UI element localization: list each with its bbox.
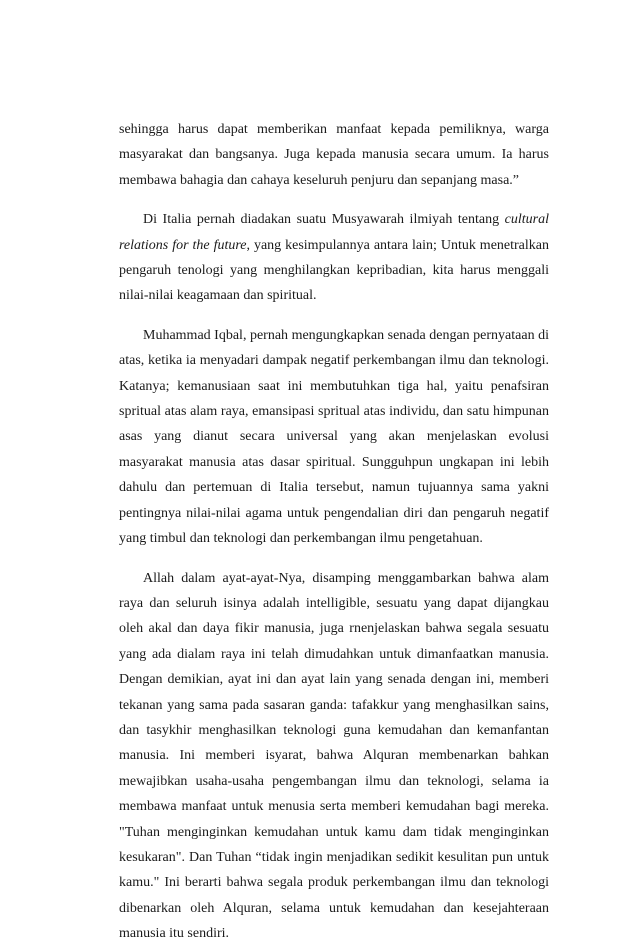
paragraph-2-text-b: , yang kesimpulannya antara lain; Untuk menetralkan pengaruh tenologi yang menghilangkan kepribadian, kita harus menggali nilai-nilai keagamaan dan spiritual. (119, 237, 549, 304)
paragraph-1 (119, 117, 549, 193)
paragraph-3-text: Muhammad Iqbal, pernah mengungkapkan senada dengan pernyataan di atas, ketika ia menyadari dampak negatif perkembangan ilmu dan teknologi. Katanya; kemanusiaan saat ini membutuhkan tiga hal, yaitu penafsiran spritual atas alam raya, emansipasi spritual atas individu, dan satu himpunan asas yang dianut secara universal yang akan menjelaskan evolusi masyarakat manusia atas dasar spiritual. Sungguhpun ungkapan ini lebih dahulu dan pertemuan di Italia tersebut, namun tujuannya sama yakni pentingnya nilai-nilai agama untuk pengendalian diri dan pengaruh negatif yang timbul dan teknologi dan perkembangan ilmu pengetahuan. (119, 327, 549, 547)
paragraph-2-italic-term: cultural relations for the future (119, 212, 549, 253)
document-page (119, 117, 549, 947)
paragraph-4 (119, 566, 549, 947)
paragraph-4-text: Allah dalam ayat-ayat-Nya, disamping menggambarkan bahwa alam raya dan seluruh isinya adalah intelligible, sesuatu yang dapat dijangkau oleh akal dan daya fikir manusia, juga rnenjelaskan bahwa segala sesuatu yang ada dialam raya ini telah dimudahkan untuk dimanfaatkan manusia. Dengan demikian, ayat ini dan ayat lain yang senada dengan ini, memberi tekanan yang sama pada sasaran ganda: tafakkur yang menghasilkan sains, dan tasykhir menghasilkan teknologi guna kemudahan dan kemanfantan manusia. Ini memberi isyarat, bahwa Alquran membenarkan bahkan mewajibkan usaha-usaha pengembangan ilmu dan teknologi, selama ia membawa manfaat untuk menusia serta memberi kemudahan bagi mereka. "Tuhan menginginkan kemudahan untuk kamu dam tidak menginginkan kesukaran". Dan Tuhan “tidak ingin menjadikan sedikit kesulitan pun untuk kamu." Ini berarti bahwa segala produk perkembangan ilmu dan teknologi dibenarkan oleh Alquran, selama untuk kemudahan dan kesejahteraan manusia itu sendiri. (119, 570, 549, 942)
paragraph-3 (119, 323, 549, 552)
paragraph-2-text-a: Di Italia pernah diadakan suatu Musyawarah ilmiyah tentang (143, 212, 505, 228)
paragraph-1-text: sehingga harus dapat memberikan manfaat kepada pemiliknya, warga masyarakat dan bangsanya. Juga kepada manusia secara umum. Ia harus membawa bahagia dan cahaya keseluruh penjuru dan sepanjang masa.” (119, 122, 549, 188)
paragraph-2 (119, 207, 549, 309)
